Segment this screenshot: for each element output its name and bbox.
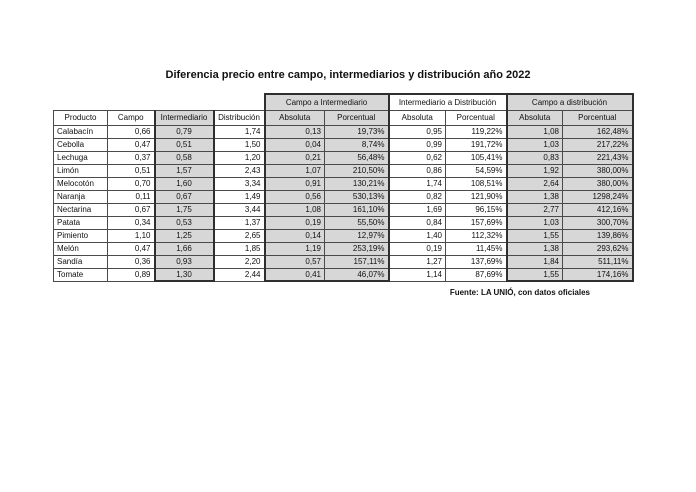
column-header-row [54,110,633,125]
value-cell: 19,73% [325,125,389,138]
value-cell: 130,21% [325,177,389,190]
value-cell: 0,34 [108,216,155,229]
column-header-absoluta-1: Absoluta [265,110,325,125]
value-cell: 1,92 [507,164,563,177]
product-cell: Tomate [54,268,108,281]
value-cell: 1,27 [389,255,446,268]
group-header-campo-a-intermediario: Campo a Intermediario [265,94,389,110]
value-cell: 0,66 [108,125,155,138]
product-cell: Calabacín [54,125,108,138]
value-cell: 2,77 [507,203,563,216]
value-cell: 210,50% [325,164,389,177]
value-cell: 54,59% [446,164,507,177]
value-cell: 300,70% [563,216,633,229]
value-cell: 1,38 [507,190,563,203]
product-cell: Nectarina [54,203,108,216]
product-cell: Limón [54,164,108,177]
value-cell: 0,41 [265,268,325,281]
value-cell: 1,08 [507,125,563,138]
value-cell: 1,84 [507,255,563,268]
value-cell: 1,37 [214,216,265,229]
value-cell: 2,65 [214,229,265,242]
value-cell: 0,84 [389,216,446,229]
value-cell: 380,00% [563,164,633,177]
product-cell: Cebolla [54,138,108,151]
value-cell: 1,40 [389,229,446,242]
value-cell: 8,74% [325,138,389,151]
value-cell: 1,69 [389,203,446,216]
value-cell: 191,72% [446,138,507,151]
value-cell: 1,07 [265,164,325,177]
column-header-absoluta-3: Absoluta [507,110,563,125]
value-cell: 157,69% [446,216,507,229]
value-cell: 87,69% [446,268,507,281]
column-header-porcentual-1: Porcentual [325,110,389,125]
table-row [54,242,633,255]
value-cell: 1,55 [507,268,563,281]
value-cell: 380,00% [563,177,633,190]
table-row [54,190,633,203]
value-cell: 1,19 [265,242,325,255]
value-cell: 1,85 [214,242,265,255]
value-cell: 0,56 [265,190,325,203]
value-cell: 1,74 [214,125,265,138]
value-cell: 1,38 [507,242,563,255]
column-header-distribucion: Distribución [214,110,265,125]
value-cell: 157,11% [325,255,389,268]
value-cell: 56,48% [325,151,389,164]
value-cell: 1,25 [155,229,214,242]
value-cell: 139,86% [563,229,633,242]
value-cell: 253,19% [325,242,389,255]
table-row [54,164,633,177]
value-cell: 530,13% [325,190,389,203]
table-row [54,203,633,216]
value-cell: 0,36 [108,255,155,268]
value-cell: 1,08 [265,203,325,216]
column-header-campo: Campo [108,110,155,125]
group-header-row [54,94,633,110]
product-cell: Melocotón [54,177,108,190]
value-cell: 0,91 [265,177,325,190]
table-row [54,125,633,138]
value-cell: 0,62 [389,151,446,164]
value-cell: 0,21 [265,151,325,164]
value-cell: 0,70 [108,177,155,190]
column-header-producto: Producto [54,110,108,125]
table-row [54,255,633,268]
value-cell: 121,90% [446,190,507,203]
value-cell: 105,41% [446,151,507,164]
value-cell: 0,95 [389,125,446,138]
source-note: Fuente: LA UNIÓ, con datos oficiales [449,288,590,297]
product-cell: Naranja [54,190,108,203]
column-header-porcentual-3: Porcentual [563,110,633,125]
value-cell: 0,37 [108,151,155,164]
value-cell: 2,44 [214,268,265,281]
value-cell: 11,45% [446,242,507,255]
value-cell: 0,51 [155,138,214,151]
value-cell: 1,30 [155,268,214,281]
value-cell: 0,04 [265,138,325,151]
table-row [54,229,633,242]
value-cell: 2,43 [214,164,265,177]
value-cell: 0,11 [108,190,155,203]
value-cell: 0,79 [155,125,214,138]
value-cell: 137,69% [446,255,507,268]
value-cell: 217,22% [563,138,633,151]
product-cell: Pimiento [54,229,108,242]
column-header-absoluta-2: Absoluta [389,110,446,125]
column-header-intermediario: Intermediario [155,110,214,125]
product-cell: Sandía [54,255,108,268]
value-cell: 1,03 [507,216,563,229]
value-cell: 1,20 [214,151,265,164]
value-cell: 1,55 [507,229,563,242]
value-cell: 108,51% [446,177,507,190]
product-cell: Melón [54,242,108,255]
value-cell: 0,89 [108,268,155,281]
value-cell: 174,16% [563,268,633,281]
value-cell: 46,07% [325,268,389,281]
value-cell: 0,67 [155,190,214,203]
value-cell: 0,57 [265,255,325,268]
value-cell: 1,03 [507,138,563,151]
value-cell: 0,51 [108,164,155,177]
page-title: Diferencia precio entre campo, intermediarios y distribución año 2022 [165,69,531,81]
group-header-spacer [54,94,265,110]
table-body [54,125,633,281]
value-cell: 96,15% [446,203,507,216]
value-cell: 1298,24% [563,190,633,203]
value-cell: 55,50% [325,216,389,229]
value-cell: 1,60 [155,177,214,190]
value-cell: 161,10% [325,203,389,216]
value-cell: 3,44 [214,203,265,216]
value-cell: 0,93 [155,255,214,268]
value-cell: 0,99 [389,138,446,151]
value-cell: 112,32% [446,229,507,242]
value-cell: 0,67 [108,203,155,216]
value-cell: 1,66 [155,242,214,255]
value-cell: 0,14 [265,229,325,242]
table-row [54,151,633,164]
value-cell: 1,74 [389,177,446,190]
value-cell: 12,97% [325,229,389,242]
value-cell: 2,20 [214,255,265,268]
group-header-intermediario-a-distribucion: Intermediario a Distribución [389,94,507,110]
value-cell: 293,62% [563,242,633,255]
value-cell: 0,58 [155,151,214,164]
price-difference-table [53,93,634,282]
value-cell: 511,11% [563,255,633,268]
value-cell: 3,34 [214,177,265,190]
value-cell: 119,22% [446,125,507,138]
value-cell: 2,64 [507,177,563,190]
table-row [54,177,633,190]
value-cell: 1,14 [389,268,446,281]
table-row [54,216,633,229]
value-cell: 0,47 [108,242,155,255]
column-header-porcentual-2: Porcentual [446,110,507,125]
value-cell: 1,49 [214,190,265,203]
product-cell: Lechuga [54,151,108,164]
value-cell: 162,48% [563,125,633,138]
value-cell: 412,16% [563,203,633,216]
value-cell: 1,50 [214,138,265,151]
group-header-campo-a-distribucion: Campo a distribución [507,94,633,110]
value-cell: 0,13 [265,125,325,138]
value-cell: 0,19 [265,216,325,229]
value-cell: 221,43% [563,151,633,164]
product-cell: Patata [54,216,108,229]
value-cell: 0,47 [108,138,155,151]
value-cell: 1,75 [155,203,214,216]
value-cell: 0,19 [389,242,446,255]
value-cell: 0,53 [155,216,214,229]
value-cell: 1,57 [155,164,214,177]
value-cell: 0,82 [389,190,446,203]
value-cell: 0,83 [507,151,563,164]
table-row [54,268,633,281]
value-cell: 1,10 [108,229,155,242]
table-row [54,138,633,151]
value-cell: 0,86 [389,164,446,177]
